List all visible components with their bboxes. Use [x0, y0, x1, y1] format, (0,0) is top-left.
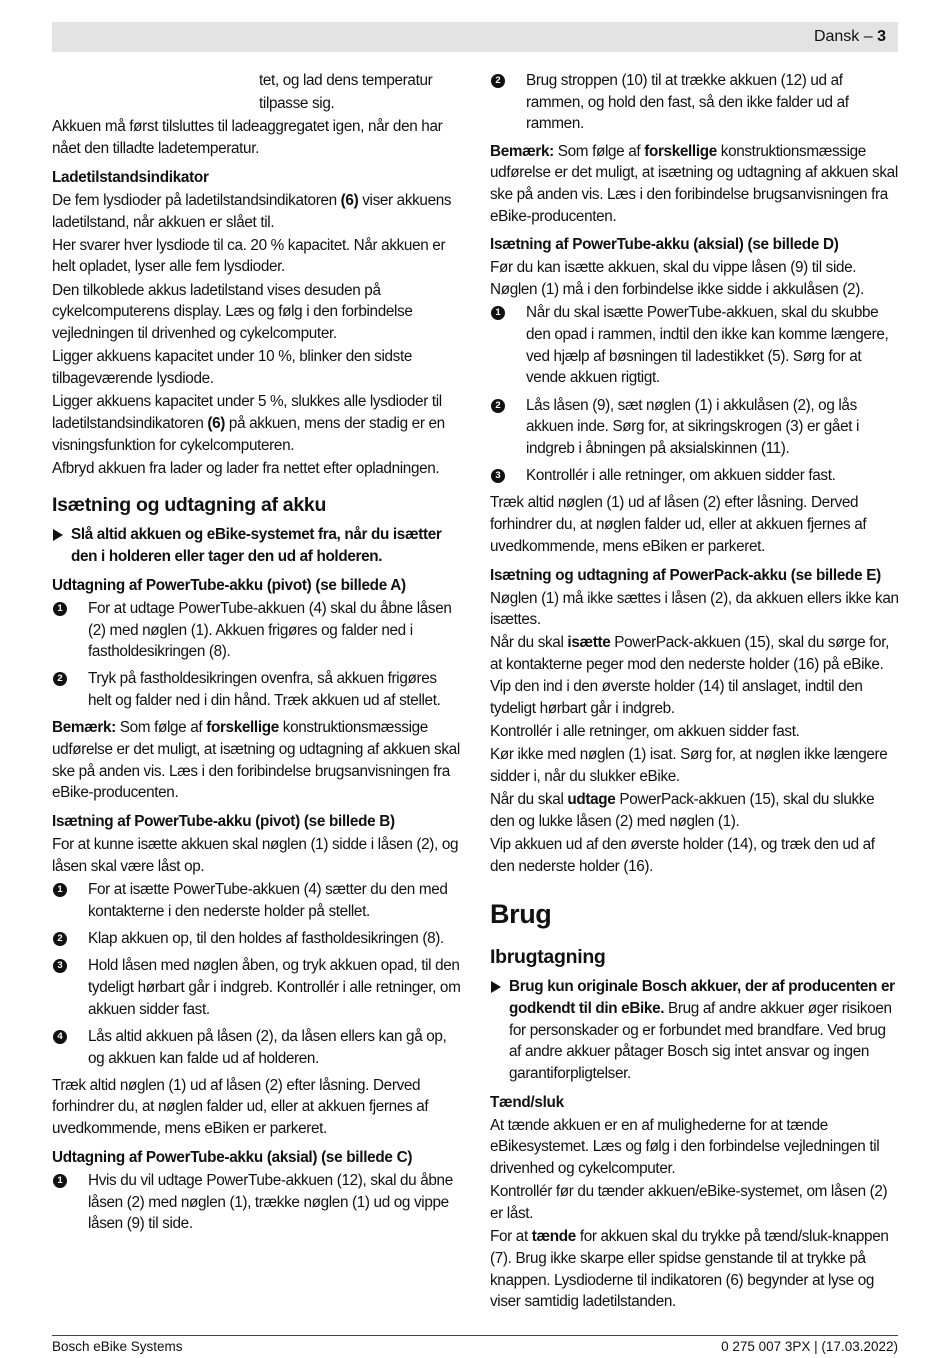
- section-heading: Ibrugtagning: [490, 946, 606, 969]
- step-number-2-icon: 2: [491, 74, 505, 88]
- step-number-1-icon: 1: [53, 1174, 67, 1188]
- paragraph: Ligger akkuens kapacitet under 5 %, slukkes alle lysdioder til ladetilstandsindikatoren (6) på akkuen, mens der stadig er en visningsfunktion for cykelcomputeren.: [52, 393, 445, 454]
- right-column: [490, 70, 900, 1315]
- paragraph: Træk altid nøglen (1) ud af låsen (2) efter låsning. Derved forhindrer du, at nøglen falder ud, eller at akkuen fjernes af uvedkommende, mens eBiken er parkeret.: [490, 494, 867, 555]
- paragraph: Afbryd akkuen fra lader og lader fra nettet efter opladningen.: [52, 459, 440, 477]
- paragraph: Træk altid nøglen (1) ud af låsen (2) efter låsning. Derved forhindrer du, at nøglen falder ud, eller at akkuen fjernes af uvedkommende, mens eBiken er parkeret.: [52, 1076, 429, 1138]
- step-number-1-icon: 1: [53, 602, 67, 616]
- paragraph: For at tænde for akkuen skal du trykke på tænd/sluk-knappen (7). Brug ikke skarpe eller spidse genstande til at trykke på knappen. Lysdioderne til indikatoren (6) begynder at lyse og viser samtidig ladetilstanden.: [490, 1228, 889, 1311]
- paragraph: Den tilkoblede akkus ladetilstand vises desuden på cykelcomputerens display. Læs og følg i den forbindelse vejledningen til drivenhed og cykelcomputer.: [52, 281, 413, 343]
- step-item: 1 Når du skal isætte PowerTube-akkuen, skal du skubbe den opad i rammen, indtil den ikke kan komme længere, ved hjælp af bøsningen til ladestikket (5). Sørg for at vende akkuen rigtigt.: [490, 302, 900, 390]
- paragraph: Nøglen (1) må ikke sættes i låsen (2), da akkuen ellers ikke kan isættes.: [490, 589, 899, 629]
- section-heading: Isætning og udtagning af akku: [52, 494, 327, 517]
- page-header: [52, 22, 898, 52]
- safety-warning: Brug kun originale Bosch akkuer, der af producenten er godkendt til din eBike. Brug af andre akkuer øger risikoen for personskader og er forbundet med brandfare. Ved brug af andre akkuer påtager Bosch sig intet ansvar og ingen garantiforpligtelser.: [490, 976, 900, 1085]
- paragraph: Kontrollér før du tænder akkuen/eBike-systemet, om låsen (2) er låst.: [490, 1183, 888, 1223]
- section-heading: Isætning af PowerTube-akku (aksial) (se billede D): [490, 236, 839, 254]
- triangle-bullet-icon: [53, 529, 63, 541]
- step-item: 2 Klap akkuen op, til den holdes af fastholdesikringen (8).: [52, 928, 462, 951]
- step-number-1-icon: 1: [491, 306, 505, 320]
- step-number-3-icon: 3: [491, 469, 505, 483]
- note: Bemærk: Som følge af forskellige konstruktionsmæssige udførelse er det muligt, at isætning og udtagning af akkuen skal ske på anden vis. Læs i den foribindelse brugsanvisningen fra eBike-producenten.: [52, 719, 460, 802]
- chapter-heading: Brug: [490, 899, 552, 930]
- paragraph: Her svarer hver lysdiode til ca. 20 % kapacitet. Når akkuen er helt opladet, lyser alle fem lysdioder.: [52, 236, 446, 276]
- step-item: 4 Lås altid akkuen på låsen (2), da låsen ellers kan gå op, og akkuen kan falde ud af holderen.: [52, 1026, 462, 1071]
- triangle-bullet-icon: [491, 981, 501, 993]
- step-item: 2 Brug stroppen (10) til at trække akkuen (12) ud af rammen, og hold den fast, så den ikke falder ud af rammen.: [490, 70, 900, 137]
- paragraph: For at kunne isætte akkuen skal nøglen (1) sidde i låsen (2), og låsen skal være låst op.: [52, 836, 459, 875]
- paragraph: Når du skal isætte PowerPack-akkuen (15), skal du sørge for, at kontakterne peger mod den nederste holder (16) på eBike. Vip den ind i den øverste holder (14) til anslaget, indtil den tydeligt hørbart går i indgreb.: [490, 634, 890, 717]
- footer-doc-number: 0 275 007 3PX | (17.03.2022): [721, 1339, 898, 1354]
- safety-warning: Slå altid akkuen og eBike-systemet fra, når du isætter den i holderen eller tager den ud af holderen.: [52, 524, 462, 567]
- paragraph: At tænde akkuen er en af mulighederne for at tænde eBikesystemet. Læs og følg i den forbindelse vejledningen til drivenhed og cykelcomputer.: [490, 1116, 880, 1178]
- step-number-2-icon: 2: [491, 399, 505, 413]
- step-item: 1 For at isætte PowerTube-akkuen (4) sætter du den med kontakterne i den nederste holder på stellet.: [52, 879, 462, 924]
- paragraph: Når du skal udtage PowerPack-akkuen (15), skal du slukke den og lukke låsen (2) med nøglen (1).: [490, 790, 875, 830]
- paragraph: Ligger akkuens kapacitet under 10 %, blinker den sidste tilbageværende lysdiode.: [52, 348, 413, 387]
- continuation-line: tilpasse sig.: [259, 95, 335, 113]
- header-page-label: Dansk – 3: [813, 28, 886, 45]
- step-number-1-icon: 1: [53, 883, 67, 897]
- paragraph: De fem lysdioder på ladetilstandsindikatoren (6) viser akkuens ladetilstand, når akkuen er slået til.: [52, 191, 452, 231]
- step-item: 1 For at udtage PowerTube-akkuen (4) skal du åbne låsen (2) med nøglen (1). Akkuen frigøres og falder ned i fastholdesikringen (8).: [52, 598, 462, 665]
- step-item: 2 Tryk på fastholdesikringen ovenfra, så akkuen frigøres helt og falder ned i din hånd. Træk akkuen ud af stellet.: [52, 668, 462, 713]
- paragraph: Vip akkuen ud af den øverste holder (14), og træk den ud af den nederste holder (16).: [490, 835, 875, 875]
- section-heading: Udtagning af PowerTube-akku (pivot) (se billede A): [52, 576, 406, 594]
- section-heading: Ladetilstandsindikator: [52, 168, 209, 186]
- step-number-4-icon: 4: [53, 1030, 67, 1044]
- continuation-line: tet, og lad dens temperatur: [259, 72, 433, 89]
- paragraph: Kontrollér i alle retninger, om akkuen sidder fast.: [490, 722, 800, 740]
- paragraph: Akkuen må først tilsluttes til ladeaggregatet igen, når den har nået den tilladte ladetemperatur.: [52, 118, 443, 158]
- left-column: [52, 70, 462, 1240]
- paragraph: Før du kan isætte akkuen, skal du vippe låsen (9) til side. Nøglen (1) må i den forbindelse ikke sidde i akkulåsen (2).: [490, 259, 864, 299]
- section-heading: Udtagning af PowerTube-akku (aksial) (se billede C): [52, 1148, 413, 1166]
- step-item: 2 Lås låsen (9), sæt nøglen (1) i akkulåsen (2), og lås akkuen inde. Sørg for, at sikringskrogen (3) er gået i indgreb i åbningen på aksialskinnen (11).: [490, 395, 900, 462]
- step-item: 3 Kontrollér i alle retninger, om akkuen sidder fast.: [490, 465, 900, 488]
- step-number-2-icon: 2: [53, 672, 67, 686]
- step-item: 3 Hold låsen med nøglen åben, og tryk akkuen opad, til den tydeligt hørbart går i indgreb. Kontrollér i alle retninger, om akkuen sidder fast.: [52, 955, 462, 1022]
- section-heading: Isætning af PowerTube-akku (pivot) (se billede B): [52, 813, 395, 831]
- step-number-3-icon: 3: [53, 959, 67, 973]
- step-number-2-icon: 2: [53, 932, 67, 946]
- note: Bemærk: Som følge af forskellige konstruktionsmæssige udførelse er det muligt, at isætning og udtagning af akkuen skal ske på anden vis. Læs i den foribindelse brugsanvisningen fra eBike-producenten.: [490, 142, 898, 225]
- page-number: 3: [877, 28, 886, 45]
- paragraph: Kør ikke med nøglen (1) isat. Sørg for, at nøglen ikke længere sidder i, når du slukker eBike.: [490, 745, 888, 785]
- section-heading: Isætning og udtagning af PowerPack-akku (se billede E): [490, 566, 881, 584]
- footer-brand: Bosch eBike Systems: [52, 1339, 183, 1354]
- section-heading: Tænd/sluk: [490, 1093, 564, 1111]
- footer-divider: [52, 1335, 898, 1336]
- step-item: 1 Hvis du vil udtage PowerTube-akkuen (12), skal du åbne låsen (2) med nøglen (1), trække nøglen (1) ud og vippe låsen (9) til side.: [52, 1170, 462, 1237]
